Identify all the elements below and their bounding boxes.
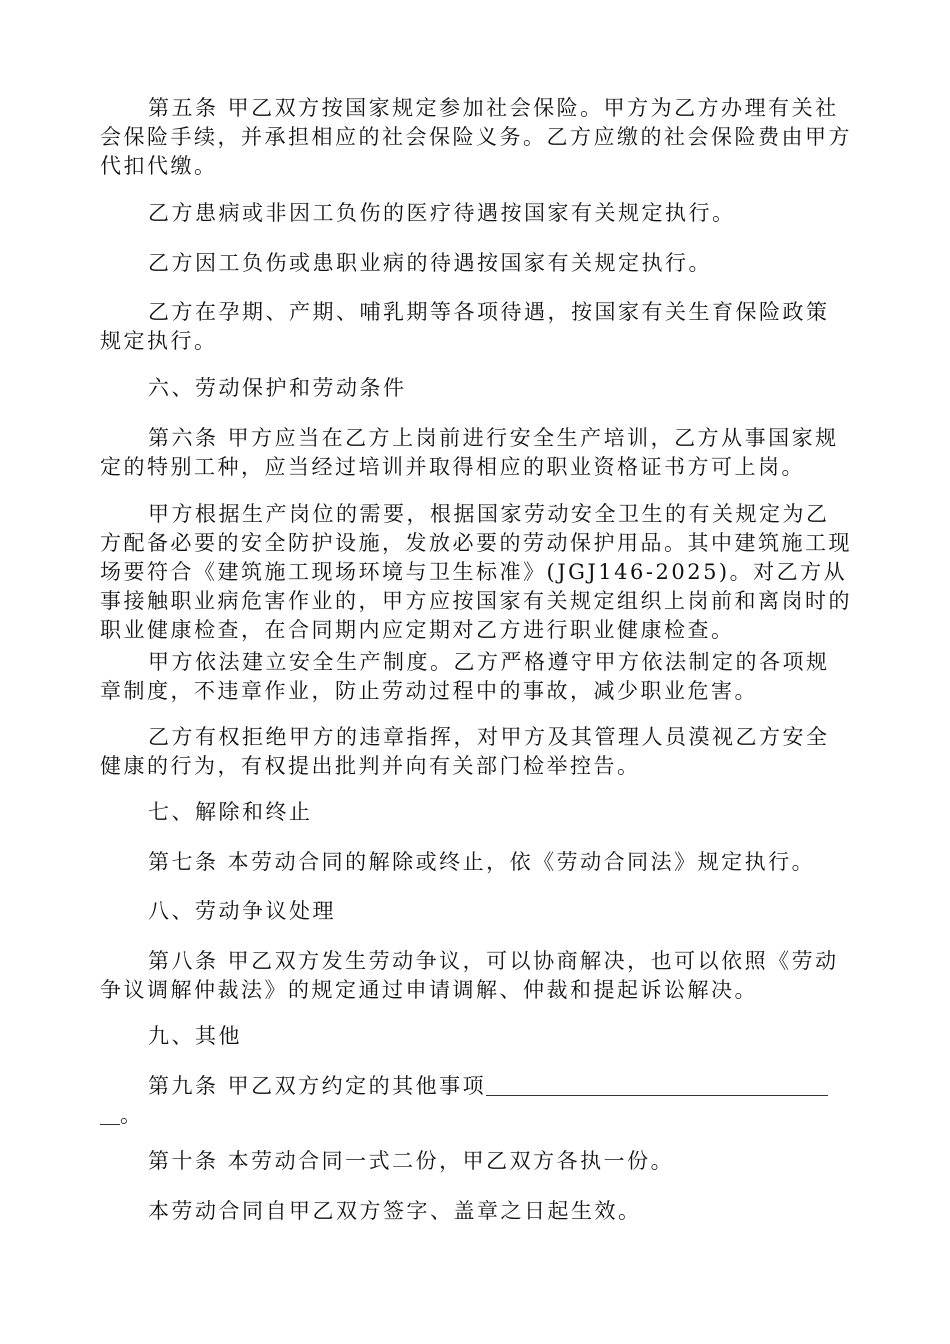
heading-text: 九、其他 [148, 1024, 242, 1048]
paragraph-article-5 [100, 94, 852, 181]
paragraph-article-9 [100, 1072, 852, 1130]
heading-text: 八、劳动争议处理 [148, 899, 336, 923]
paragraph-text-end: 。 [120, 1103, 144, 1127]
paragraph-article-6 [100, 424, 852, 482]
paragraph-text: 第八条 甲乙双方发生劳动争议，可以协商解决，也可以依照《劳动争议调解仲裁法》的规定通过申请调解、仲裁和提起诉讼解决。 [100, 949, 839, 1002]
paragraph-text: 乙方在孕期、产期、哺乳期等各项待遇，按国家有关生育保险政策规定执行。 [100, 300, 830, 353]
paragraph-text: 第九条 甲乙双方约定的其他事项 [148, 1074, 487, 1098]
paragraph-text: 第七条 本劳动合同的解除或终止，依《劳动合同法》规定执行。 [148, 850, 816, 874]
paragraph-article-10 [100, 1147, 852, 1176]
section-heading-6 [100, 374, 852, 403]
paragraph-safety-system [100, 648, 852, 706]
paragraph-text: 本劳动合同自甲乙双方签字、盖章之日起生效。 [148, 1199, 642, 1223]
paragraph-text: 乙方因工负伤或患职业病的待遇按国家有关规定执行。 [148, 251, 712, 275]
paragraph-work-injury [100, 249, 852, 278]
paragraph-article-8 [100, 947, 852, 1005]
paragraph-text: 乙方患病或非因工负伤的医疗待遇按国家有关规定执行。 [148, 201, 736, 225]
fill-in-blank[interactable] [486, 1073, 828, 1096]
section-heading-9 [100, 1022, 852, 1051]
paragraph-effective [100, 1197, 852, 1226]
paragraph-safety-equipment [100, 500, 852, 645]
paragraph-refuse-orders [100, 723, 852, 781]
paragraph-text: 第六条 甲方应当在乙方上岗前进行安全生产培训，乙方从事国家规定的特别工种，应当经过培训并取得相应的职业资格证书方可上岗。 [100, 426, 839, 479]
paragraph-text: 第十条 本劳动合同一式二份，甲乙双方各执一份。 [148, 1149, 675, 1173]
paragraph-medical [100, 199, 852, 228]
paragraph-article-7 [100, 848, 852, 877]
paragraph-text: 乙方有权拒绝甲方的违章指挥，对甲方及其管理人员漠视乙方安全健康的行为，有权提出批判并向有关部门检举控告。 [100, 725, 830, 778]
section-heading-7 [100, 798, 852, 827]
paragraph-text: 甲方依法建立安全生产制度。乙方严格遵守甲方依法制定的各项规章制度，不违章作业，防止劳动过程中的事故，减少职业危害。 [100, 650, 830, 703]
heading-text: 六、劳动保护和劳动条件 [148, 376, 407, 400]
fill-in-blank-continued[interactable] [100, 1102, 120, 1125]
section-heading-8 [100, 897, 852, 926]
paragraph-maternity [100, 298, 852, 356]
heading-text: 七、解除和终止 [148, 800, 313, 824]
paragraph-text: 甲方根据生产岗位的需要，根据国家劳动安全卫生的有关规定为乙方配备必要的安全防护设施，发放必要的劳动保护用品。其中建筑施工现场要符合《建筑施工现场环境与卫生标准》(JGJ146-2025)。对乙方从事接触职业病危害作业的，甲方应按国家有关规定组织上岗前和离岗时的职业健康检查，在合同期内应定期对乙方进行职业健康检查。 [100, 502, 852, 642]
paragraph-text: 第五条 甲乙双方按国家规定参加社会保险。甲方为乙方办理有关社会保险手续，并承担相应的社会保险义务。乙方应缴的社会保险费由甲方代扣代缴。 [100, 96, 852, 178]
